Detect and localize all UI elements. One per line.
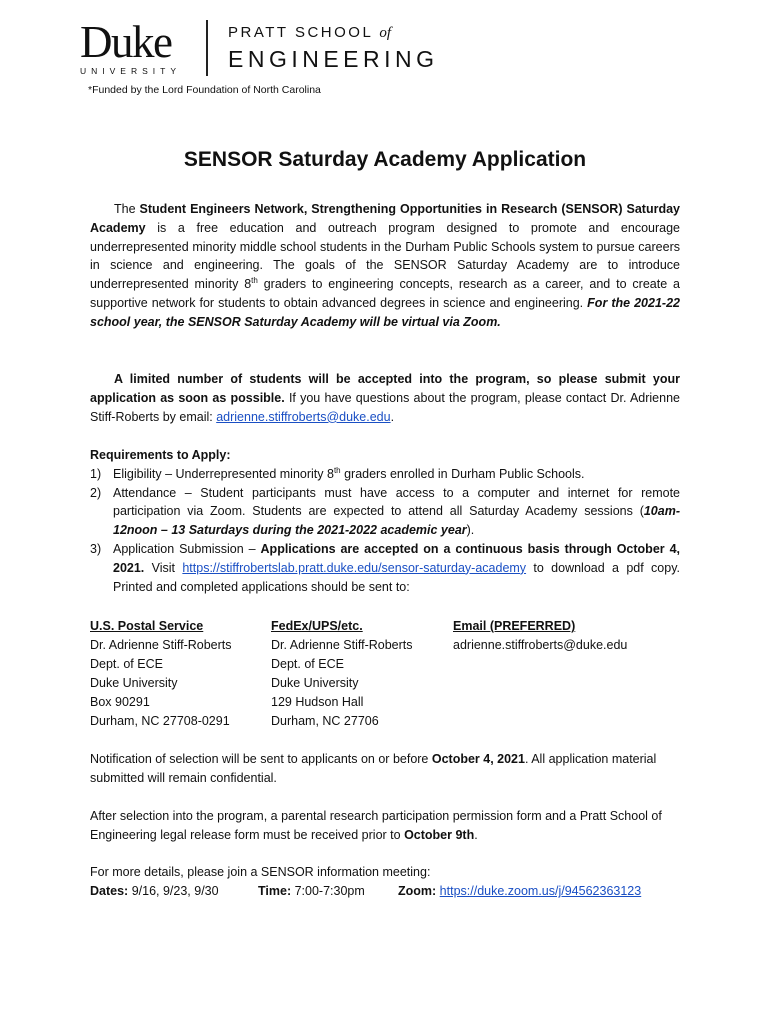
virtual-notice: For the 2021-22 school year, the SENSOR Saturday Academy will be virtual via Zoom. xyxy=(90,295,680,329)
address-line: Dept. of ECE xyxy=(90,657,163,671)
address-fedex xyxy=(271,617,413,731)
dates-label: Dates: xyxy=(90,884,129,898)
address-line: 129 Hudson Hall xyxy=(271,695,364,709)
address-line: Durham, NC 27706 xyxy=(271,714,379,728)
meeting-intro: For more details, please join a SENSOR information meeting: xyxy=(90,865,431,879)
meeting-zoom xyxy=(398,882,641,901)
address-line: Duke University xyxy=(271,676,359,690)
pratt-school-logo xyxy=(228,24,439,72)
requirement-number: 2) xyxy=(90,485,102,500)
meeting-dates xyxy=(90,882,219,901)
address-line: Box 90291 xyxy=(90,695,150,709)
address-line: Dept. of ECE xyxy=(271,657,344,671)
deadline-text: Applications are accepted on a continuous basis through October 4, 2021. xyxy=(113,541,680,575)
intro-text-start: The xyxy=(114,202,140,216)
requirement-text: to download a pdf copy. Printed and completed applications should be sent to: xyxy=(113,560,680,594)
limited-paragraph xyxy=(90,370,680,426)
intro-text-body: is a free education and outreach program designed to promote and encourage underrepresented minority middle school students in the Durham Public Schools system to pursue careers in science and engineering. The goals of the SENSOR Saturday Academy are to introduce underrepresented minority 8 xyxy=(90,220,680,292)
requirement-text: graders enrolled in Durham Public Schools. xyxy=(340,466,585,481)
notification-text: . All application material submitted will remain confidential. xyxy=(90,752,657,785)
limited-bold-text: A limited number of students will be accepted into the program, so please submit your application as soon as possible. xyxy=(90,372,680,405)
form-deadline: October 9th xyxy=(404,827,475,842)
requirement-text: Visit xyxy=(144,560,183,575)
duke-university-logo xyxy=(80,17,192,76)
requirement-text: Attendance – Student participants must have access to a computer and internet for remote participation via Zoom. Students are expected to attend all Saturday Academy sessions ( xyxy=(113,485,680,519)
address-heading: U.S. Postal Service xyxy=(90,619,204,633)
requirements-list xyxy=(90,465,680,597)
time-label: Time: xyxy=(258,884,292,898)
pratt-line1 xyxy=(228,24,439,42)
address-heading: Email (PREFERRED) xyxy=(453,619,576,633)
requirements-heading: Requirements to Apply: xyxy=(90,448,231,462)
requirement-text: Eligibility – Underrepresented minority 8 xyxy=(113,466,334,481)
notification-paragraph xyxy=(90,750,680,788)
pratt-engineering-text: ENGINEERING xyxy=(228,46,439,72)
limited-end: . xyxy=(390,409,395,424)
address-line: Dr. Adrienne Stiff-Roberts xyxy=(271,638,413,652)
zoom-label: Zoom: xyxy=(398,884,437,898)
funded-note: *Funded by the Lord Foundation of North Carolina xyxy=(88,84,321,96)
address-email-value: adrienne.stiffroberts@duke.edu xyxy=(453,638,628,652)
address-heading: FedEx/UPS/etc. xyxy=(271,619,363,633)
after-selection-text: . xyxy=(474,827,478,842)
pratt-of-text: of xyxy=(379,25,392,41)
page-title: SENSOR Saturday Academy Application xyxy=(183,148,587,171)
address-line: Dr. Adrienne Stiff-Roberts xyxy=(90,638,232,652)
intro-paragraph xyxy=(90,200,680,332)
address-line: Durham, NC 27708-0291 xyxy=(90,714,230,728)
session-schedule: 10am-12noon – 13 Saturdays during the 2021-2022 academic year xyxy=(113,504,680,538)
requirement-item xyxy=(90,540,680,596)
requirement-text: ). xyxy=(466,523,475,538)
notification-text: Notification of selection will be sent to applicants on or before xyxy=(90,752,432,766)
ordinal-sup: th xyxy=(251,276,258,286)
address-line: Duke University xyxy=(90,676,178,690)
pratt-school-text: PRATT SCHOOL xyxy=(228,24,373,41)
dates-value: 9/16, 9/23, 9/30 xyxy=(128,884,219,898)
requirement-item xyxy=(90,484,680,540)
requirements-section xyxy=(90,446,680,596)
address-columns xyxy=(90,617,690,733)
requirement-item xyxy=(90,465,680,484)
meeting-time xyxy=(258,882,365,901)
contact-email-link[interactable]: adrienne.stiffroberts@duke.edu xyxy=(216,409,391,424)
address-email xyxy=(453,617,627,655)
requirement-number: 3) xyxy=(90,541,102,556)
limited-contact-text: If you have questions about the program, please contact Dr. Adrienne Stiff-Roberts by email: xyxy=(90,390,680,424)
intro-text-goals: graders to engineering concepts, research as a career, and to create a supportive network for students to obtain advanced degrees in science and engineering. xyxy=(90,277,680,310)
requirement-number: 1) xyxy=(90,466,102,481)
notification-date: October 4, 2021 xyxy=(431,752,525,766)
zoom-meeting-link[interactable]: https://duke.zoom.us/j/94562363123 xyxy=(439,884,642,898)
after-selection-text: After selection into the program, a parental research participation permission form and a Pratt School of Engineering legal release form must be received prior to xyxy=(90,809,662,842)
time-value: 7:00-7:30pm xyxy=(291,884,365,898)
application-download-link[interactable]: https://stiffrobertslab.pratt.duke.edu/sensor-saturday-academy xyxy=(182,560,527,575)
ordinal-sup: th xyxy=(333,465,341,475)
duke-wordmark: Duke xyxy=(80,17,172,67)
requirement-text: Application Submission – xyxy=(113,541,261,556)
duke-university-label: UNIVERSITY xyxy=(80,66,182,76)
after-selection-paragraph xyxy=(90,807,680,845)
logo-divider xyxy=(206,20,208,76)
program-name: Student Engineers Network, Strengthening Opportunities in Research (SENSOR) Saturday Academy xyxy=(90,202,680,235)
address-postal xyxy=(90,617,232,731)
